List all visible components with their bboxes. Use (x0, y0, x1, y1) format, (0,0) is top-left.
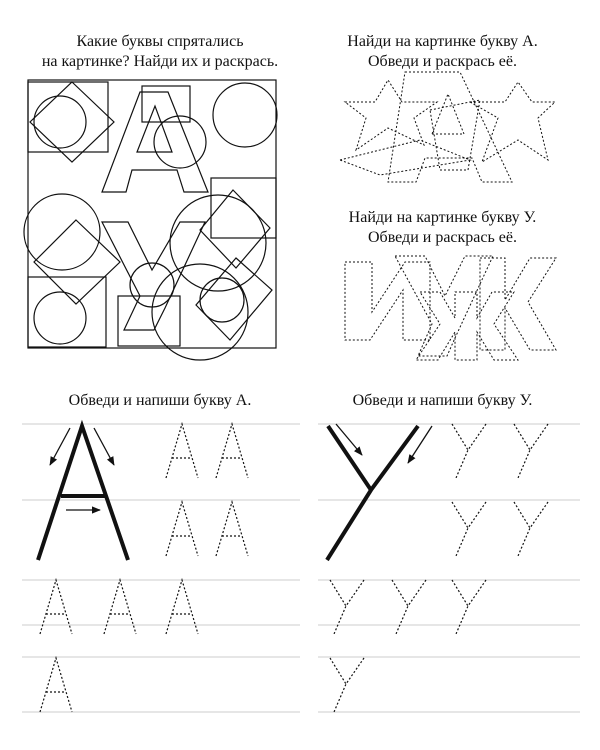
dotted-letter-u (514, 502, 548, 556)
puzzle-square (118, 296, 180, 346)
task-find-u-line1: Найди на картинке букву У. (348, 209, 537, 226)
dotted-letter-a (40, 658, 72, 712)
dotted-letter-a (166, 502, 198, 556)
puzzle-square (211, 178, 276, 238)
puzzle-diamond (196, 258, 272, 340)
dotted-letter-u (514, 424, 548, 478)
puzzle-hidden-letter-a (102, 92, 208, 192)
task-trace-a-line1: Обведи и напиши букву А. (68, 392, 252, 409)
puzzle-diamond (30, 82, 114, 162)
task-trace-u-line1: Обведи и напиши букву У. (352, 392, 533, 409)
arrow-icon (336, 424, 362, 455)
dotted-letter-u (392, 580, 426, 634)
dotted-letter-a (166, 580, 198, 634)
dotted-letter-a (216, 502, 248, 556)
puzzle-circle (34, 292, 86, 344)
dotted-letter-u (395, 256, 493, 356)
trace-a-letters (40, 424, 248, 712)
dotted-letter-u (452, 424, 486, 478)
trace-a-guide-lines (22, 424, 300, 712)
trace-u-letters (330, 424, 548, 712)
sample-u-strokes (327, 426, 418, 560)
puzzle-square (28, 277, 106, 347)
arrow-icon (50, 428, 70, 465)
dotted-letter-a (104, 580, 136, 634)
find-u-picture (345, 256, 556, 360)
hidden-letters-puzzle (24, 80, 277, 360)
dotted-letter-k (480, 258, 556, 350)
dotted-letter-a (388, 72, 512, 182)
task-find-a-line2: Обведи и раскрась её. (368, 53, 517, 70)
puzzle-square (28, 82, 108, 152)
sample-letter-u (327, 424, 432, 560)
dotted-shape (340, 140, 470, 175)
dotted-star-shape (470, 82, 555, 162)
dotted-letter-a (40, 580, 72, 634)
dotted-letter-u (330, 658, 364, 712)
dotted-letter-a (216, 424, 248, 478)
arrow-icon (94, 428, 114, 465)
dotted-star-shape (345, 80, 437, 150)
dotted-letter-a (166, 424, 198, 478)
dotted-letter-u (452, 580, 486, 634)
find-a-picture (340, 72, 555, 182)
sample-letter-a (38, 426, 128, 560)
puzzle-circle (213, 83, 277, 147)
task-find-u-line2: Обведи и раскрась её. (368, 229, 517, 246)
task-find-a-line1: Найди на картинке букву А. (347, 33, 538, 50)
task-hidden-letters-line1: Какие буквы спрятались (76, 33, 244, 50)
task-hidden-letters-line2: на картинке? Найди их и раскрась. (41, 53, 279, 70)
dotted-letter-u (452, 502, 486, 556)
dotted-letter-u (330, 580, 364, 634)
dotted-letter-i (345, 262, 430, 340)
puzzle-circle (34, 96, 86, 148)
sample-a-strokes (38, 426, 128, 560)
